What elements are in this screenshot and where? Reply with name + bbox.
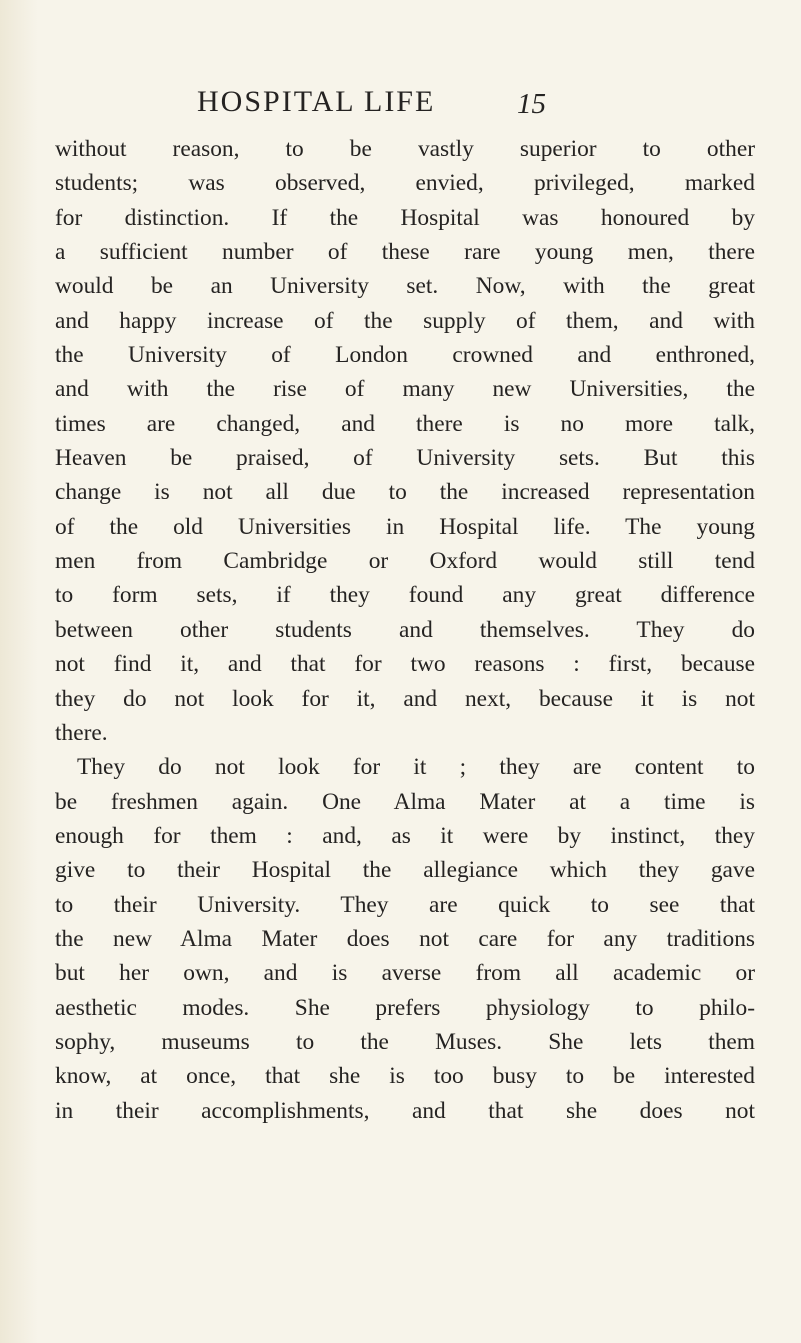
running-title: HOSPITAL LIFE — [197, 85, 436, 118]
text-line: aesthetic modes. She prefers physiology to philo- — [55, 994, 755, 1021]
text-line: without reason, to be vastly superior to other — [55, 136, 755, 162]
text-line: but her own, and is averse from all academic or — [55, 960, 755, 987]
text-line: in their accomplishments, and that she does not — [55, 1097, 755, 1124]
text-line: of the old Universities in Hospital life. The young — [55, 513, 755, 540]
text-line: to their University. They are quick to see that — [55, 891, 755, 918]
text-line: for distinction. If the Hospital was honoured by — [55, 204, 755, 231]
text-line: a sufficient number of these rare young men, there — [55, 239, 755, 266]
text-line: the University of London crowned and enthroned, — [55, 342, 755, 369]
text-line: change is not all due to the increased representation — [55, 479, 755, 506]
text-line: men from Cambridge or Oxford would still tend — [55, 548, 755, 575]
body-text — [55, 132, 755, 1128]
text-line: sophy, museums to the Muses. She lets them — [55, 1028, 755, 1055]
text-line: and with the rise of many new Universities, the — [55, 376, 755, 403]
text-line: times are changed, and there is no more talk, — [55, 410, 755, 437]
text-line: give to their Hospital the allegiance which they gave — [55, 857, 755, 884]
text-line: enough for them : and, as it were by instinct, they — [55, 822, 755, 849]
paragraph-start-line: They do not look for it ; they are content to — [77, 754, 755, 781]
page-binding-shadow — [0, 0, 38, 1343]
text-line: know, at once, that she is too busy to be interested — [55, 1063, 755, 1090]
text-line: and happy increase of the supply of them, and with — [55, 307, 755, 334]
text-line: to form sets, if they found any great difference — [55, 582, 755, 609]
text-line: would be an University set. Now, with the great — [55, 273, 755, 300]
page-header — [0, 82, 801, 132]
text-line: not find it, and that for two reasons : first, because — [55, 651, 755, 678]
paragraph-end-line: there. — [55, 719, 108, 746]
text-line: they do not look for it, and next, because it is not — [55, 685, 755, 712]
page-number: 15 — [517, 88, 546, 120]
text-line: students; was observed, envied, privileged, marked — [55, 170, 755, 197]
text-line: the new Alma Mater does not care for any traditions — [55, 925, 755, 952]
text-line: between other students and themselves. They do — [55, 616, 755, 643]
text-line: Heaven be praised, of University sets. But this — [55, 445, 755, 472]
text-line: be freshmen again. One Alma Mater at a time is — [55, 788, 755, 815]
